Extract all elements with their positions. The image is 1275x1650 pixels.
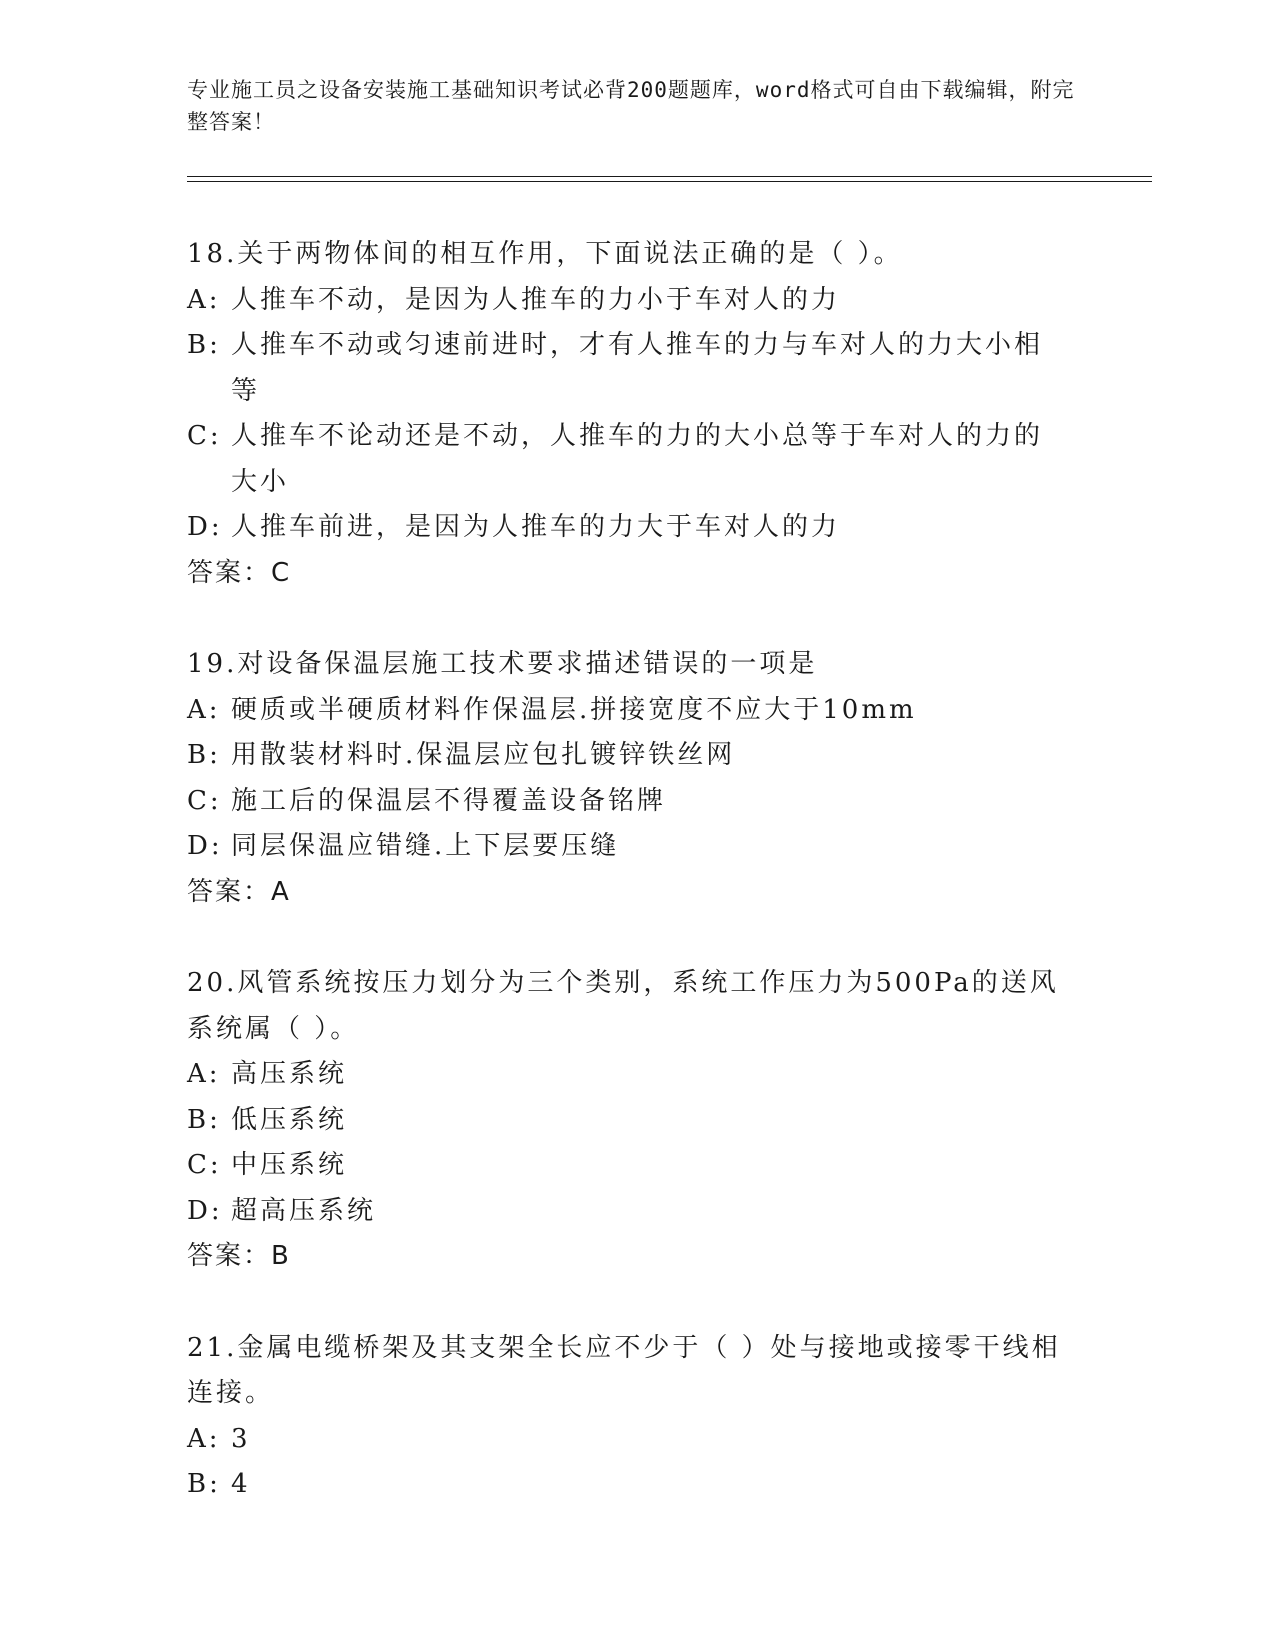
option-key: D: (187, 1195, 223, 1226)
question-21 (187, 1326, 1067, 1508)
option-d (187, 505, 1067, 551)
option-b (187, 1462, 1067, 1508)
option-text: 人推车不论动还是不动，人推车的力的大小总等于车对人的力的大小 (231, 421, 1044, 497)
option-d (187, 1189, 1067, 1235)
answer-label: 答案：B (187, 1241, 291, 1271)
option-key: C: (187, 785, 222, 816)
option-text: 人推车前进，是因为人推车的力大于车对人的力 (231, 512, 841, 542)
option-text: 同层保温应错缝.上下层要压缝 (231, 831, 620, 861)
question-19 (187, 642, 1067, 915)
option-a (187, 1417, 1067, 1463)
question-stem: 19.对设备保温层施工技术要求描述错误的一项是 (187, 649, 818, 679)
question-stem: 20.风管系统按压力划分为三个类别，系统工作压力为500Pa的送风系统属（ ）。 (187, 968, 1059, 1044)
option-text: 用散装材料时.保温层应包扎镀锌铁丝网 (231, 740, 736, 770)
option-text: 中压系统 (231, 1150, 348, 1180)
header-divider-bottom (187, 181, 1152, 182)
option-key: B: (187, 1104, 221, 1135)
option-key: D: (187, 512, 223, 542)
option-text: 人推车不动，是因为人推车的力小于车对人的力 (231, 284, 841, 315)
option-key: C: (187, 1150, 222, 1180)
option-key: A: (187, 284, 221, 315)
option-c (187, 1143, 1067, 1189)
option-text: 硬质或半硬质材料作保温层.拼接宽度不应大于10mm (231, 694, 917, 725)
option-b (187, 1098, 1067, 1144)
option-text: 高压系统 (231, 1059, 348, 1089)
document-header: 专业施工员之设备安装施工基础知识考试必背200题题库，word格式可自由下载编辑，附完整答案！ (187, 78, 1075, 134)
header-divider-top (187, 176, 1152, 177)
option-key: A: (187, 1423, 221, 1454)
option-key: C: (187, 421, 222, 451)
option-a (187, 278, 1067, 324)
option-key: A: (187, 1059, 221, 1089)
option-key: B: (187, 1469, 221, 1499)
option-text: 低压系统 (231, 1104, 348, 1135)
option-text: 人推车不动或匀速前进时，才有人推车的力与车对人的力大小相等 (231, 330, 1044, 406)
option-b (187, 733, 1067, 779)
option-key: B: (187, 330, 221, 360)
option-b (187, 323, 1067, 414)
option-text: 施工后的保温层不得覆盖设备铭牌 (231, 785, 667, 816)
option-key: A: (187, 694, 221, 725)
answer-label: 答案：C (187, 557, 292, 588)
option-a (187, 1052, 1067, 1098)
question-list (187, 232, 1067, 1554)
option-text: 4 (231, 1469, 251, 1499)
option-a (187, 688, 1067, 734)
question-stem: 21.金属电缆桥架及其支架全长应不少于（ ）处与接地或接零干线相连接。 (187, 1332, 1061, 1408)
option-c (187, 414, 1067, 505)
question-18 (187, 232, 1067, 596)
option-text: 超高压系统 (231, 1195, 377, 1226)
option-key: B: (187, 740, 221, 770)
question-20 (187, 961, 1067, 1280)
option-c (187, 779, 1067, 825)
option-d (187, 824, 1067, 870)
option-key: D: (187, 831, 223, 861)
answer-label: 答案：A (187, 876, 291, 907)
option-text: 3 (231, 1423, 251, 1454)
question-stem: 18.关于两物体间的相互作用，下面说法正确的是（ ）。 (187, 239, 903, 269)
